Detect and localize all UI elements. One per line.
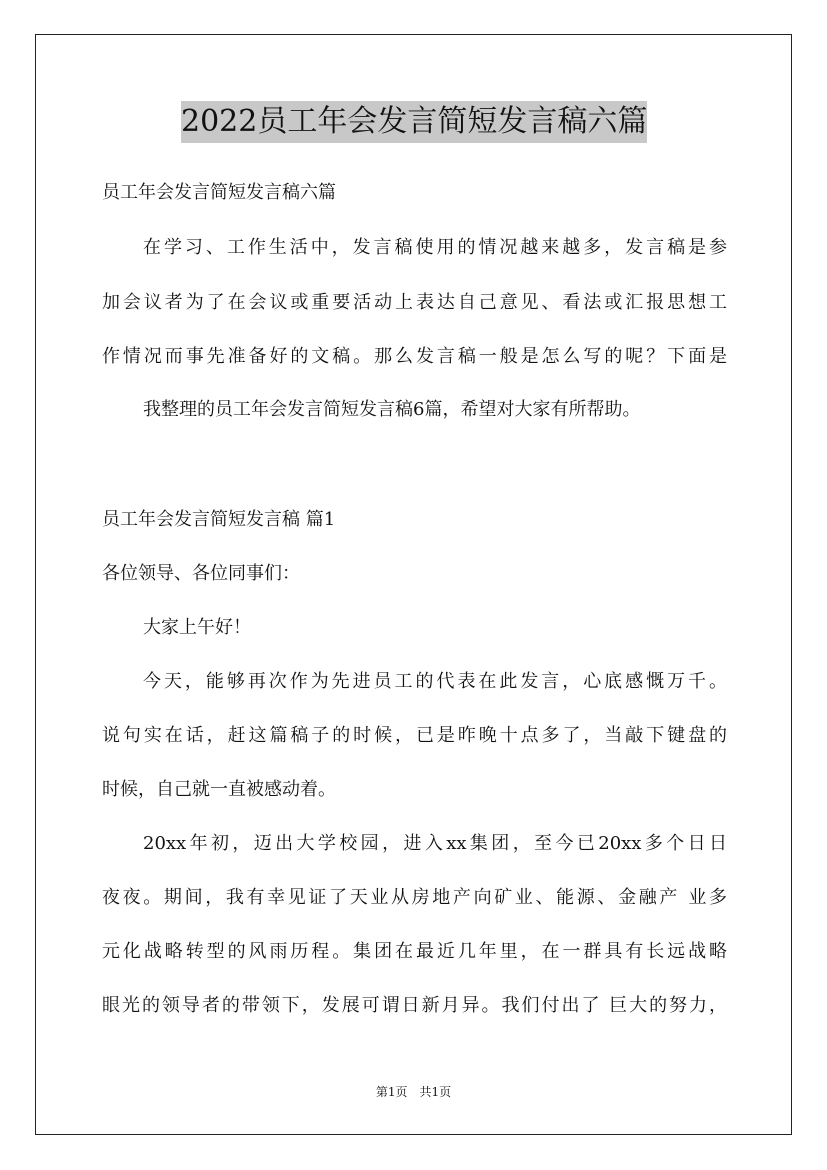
page-number: 第1页 共1页: [375, 1085, 452, 1099]
paragraph-line: 时候，自己就一直被感动着。: [102, 779, 336, 800]
salutation: 各位领导、各位同事们：: [102, 563, 300, 584]
greeting: 大家上午好！: [143, 617, 251, 638]
paragraph-line: 20xx年初，迈出大学校园，进入xx集团，至今已20xx多个日日: [143, 833, 727, 854]
paragraph-line: 元化战略转型的风雨历程。集团在最近几年里，在一群具有长远战略: [102, 941, 727, 962]
paragraph-line: 说句实在话，赶这篇稿子的时候，已是昨晚十点多了，当敲下键盘的: [102, 725, 727, 746]
section-heading: 员工年会发言简短发言稿 篇1: [102, 509, 336, 530]
document-title: 2022员工年会发言简短发言稿六篇: [181, 101, 647, 143]
paragraph-line: 夜夜。期间，我有幸见证了天业从房地产向矿业、能源、金融产 业多: [102, 887, 727, 908]
intro-line: 加会议者为了在会议或重要活动上表达自己意见、看法或汇报思想工: [102, 292, 727, 313]
intro-line: 作情况而事先准备好的文稿。那么发言稿一般是怎么写的呢？下面是: [102, 346, 727, 367]
paragraph-line: 今天，能够再次作为先进员工的代表在此发言，心底感慨万千。: [143, 671, 727, 692]
intro-line: 我整理的员工年会发言简短发言稿6篇，希望对大家有所帮助。: [143, 399, 641, 420]
intro-line: 在学习、工作生活中，发言稿使用的情况越来越多，发言稿是参: [143, 237, 727, 258]
paragraph-line: 眼光的领导者的带领下，发展可谓日新月异。我们付出了 巨大的努力，: [102, 995, 727, 1016]
subtitle: 员工年会发言简短发言稿六篇: [102, 182, 336, 203]
